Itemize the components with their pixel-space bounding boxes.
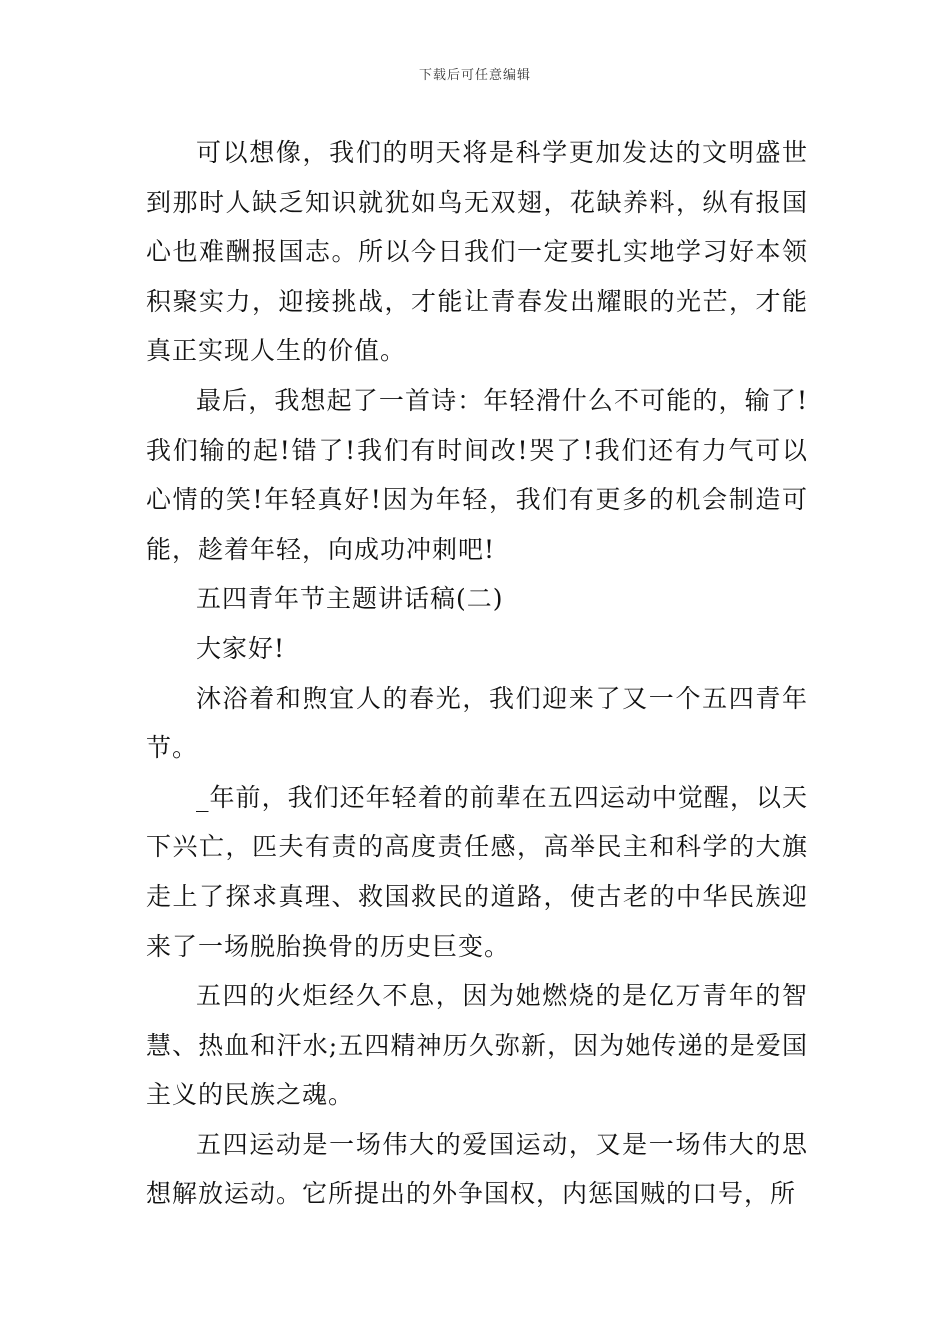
paragraph-movement: 五四运动是一场伟大的爱国运动，又是一场伟大的思想解放运动。它所提出的外争国权，内惩国贼的口号，所: [146, 1129, 808, 1209]
document-body: [146, 128, 808, 1219]
paragraph-history: _年前，我们还年轻着的前辈在五四运动中觉醒，以天下兴亡，匹夫有责的高度责任感，高举民主和科学的大旗走上了探求真理、救国救民的道路，使古老的中华民族迎来了一场脱胎换骨的历史巨变。: [146, 782, 808, 961]
paragraph-future-vision: 可以想像，我们的明天将是科学更加发达的文明盛世到那时人缺乏知识就犹如鸟无双翅，花缺养料，纵有报国心也难酬报国志。所以今日我们一定要扎实地学习好本领积聚实力，迎接挑战，才能让青春发出耀眼的光芒，才能真正实现人生的价值。: [146, 138, 808, 366]
page-header: 下载后可任意编辑: [418, 68, 531, 83]
paragraph-spring: 沐浴着和煦宜人的春光，我们迎来了又一个五四青年节。: [146, 683, 808, 763]
paragraph-greeting: 大家好!: [196, 633, 286, 663]
paragraph-youth-poem: 最后，我想起了一首诗：年轻滑什么不可能的，输了!我们输的起!错了!我们有时间改!哭了!我们还有力气可以心情的笑!年轻真好!因为年轻，我们有更多的机会制造可能，趁着年轻，向成功冲刺吧!: [146, 385, 808, 564]
section-title: 五四青年节主题讲话稿(二): [196, 584, 504, 614]
paragraph-torch: 五四的火炬经久不息，因为她燃烧的是亿万青年的智慧、热血和汗水;五四精神历久弥新，因为她传递的是爱国主义的民族之魂。: [146, 981, 808, 1110]
